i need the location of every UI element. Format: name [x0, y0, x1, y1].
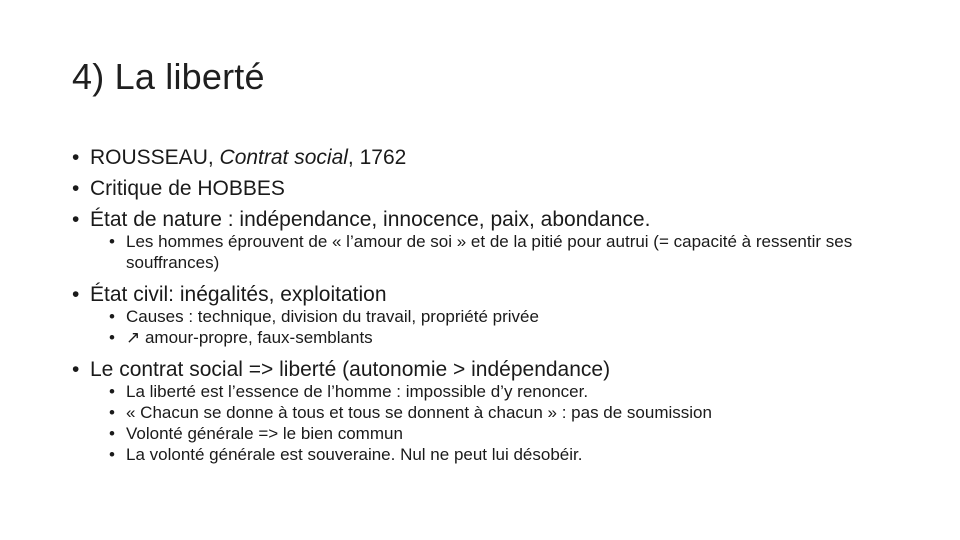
- bullet-dot: •: [109, 424, 115, 443]
- slide-title: 4) La liberté: [72, 56, 265, 97]
- sub-list-etat-de-nature: [72, 231, 892, 273]
- bullet-text-author: ROUSSEAU,: [90, 146, 220, 169]
- sub-bullet-essence: [109, 381, 906, 402]
- bullet-text: État de nature : indépendance, innocence, paix, abondance.: [90, 208, 651, 231]
- sub-bullet-text: « Chacun se donne à tous et tous se donnent à chacun » : pas de soumission: [126, 403, 712, 422]
- bullet-text-year: , 1762: [347, 146, 407, 169]
- bullet-dot: •: [72, 358, 80, 381]
- bullet-critique-hobbes: [72, 173, 892, 204]
- sub-bullet-amour-de-soi: [109, 231, 906, 273]
- sub-bullet-text: ↗ amour-propre, faux-semblants: [126, 328, 373, 347]
- bullet-dot: •: [72, 177, 80, 200]
- sub-list-etat-civil: [72, 306, 892, 348]
- bullet-text: Critique de HOBBES: [90, 177, 285, 200]
- sub-bullet-text: Volonté générale => le bien commun: [126, 424, 403, 443]
- sub-bullet-text: Causes : technique, division du travail, propriété privée: [126, 307, 539, 326]
- bullet-dot: •: [109, 232, 115, 251]
- bullet-dot: •: [109, 445, 115, 464]
- bullet-dot: •: [109, 382, 115, 401]
- bullet-dot: •: [109, 307, 115, 326]
- sub-bullet-text: Les hommes éprouvent de « l’amour de soi » et de la pitié pour autrui (= capacité à ressentir ses souffrances): [126, 232, 853, 272]
- sub-list-contrat-social: [72, 381, 892, 465]
- sub-bullet-volonte-generale: [109, 423, 906, 444]
- bullet-dot: •: [72, 208, 80, 231]
- bullet-dot: •: [72, 146, 80, 169]
- bullet-dot: •: [109, 328, 115, 347]
- sub-bullet-amour-propre: [109, 327, 906, 348]
- bullet-dot: •: [109, 403, 115, 422]
- sub-bullet-text: La volonté générale est souveraine. Nul ne peut lui désobéir.: [126, 445, 583, 464]
- sub-bullet-causes: [109, 306, 906, 327]
- sub-bullet-chacun-se-donne: [109, 402, 906, 423]
- slide-content: [72, 142, 892, 471]
- bullet-rousseau: [72, 142, 892, 173]
- bullet-text-work: Contrat social: [219, 146, 348, 169]
- sub-bullet-text: La liberté est l’essence de l’homme : impossible d’y renoncer.: [126, 382, 589, 401]
- bullet-dot: •: [72, 283, 80, 306]
- bullet-text: Le contrat social => liberté (autonomie > indépendance): [90, 358, 611, 381]
- sub-bullet-souveraine: [109, 444, 906, 465]
- bullet-text: État civil: inégalités, exploitation: [90, 283, 387, 306]
